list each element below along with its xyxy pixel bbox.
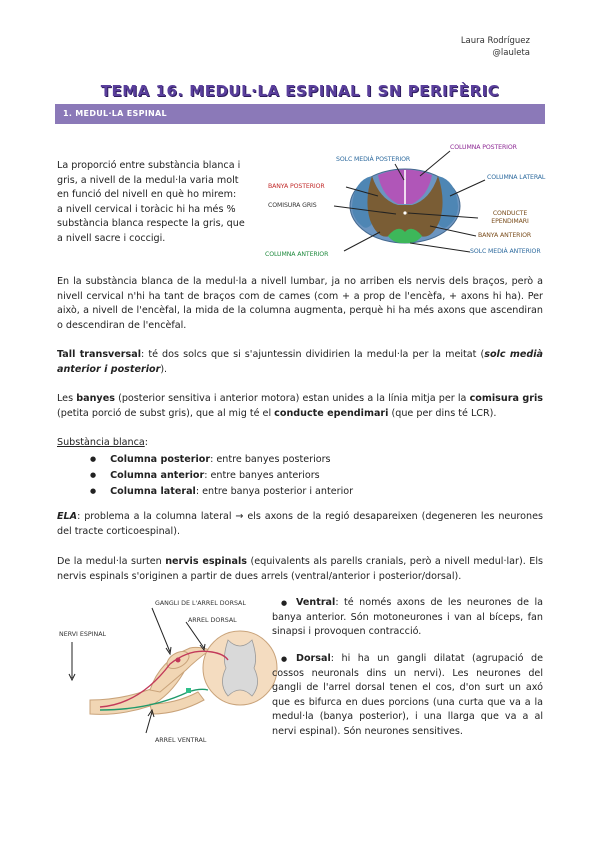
motor-neuron-body <box>186 688 191 693</box>
banyes-t3: (petita porció de subst gris), que al mig té el <box>57 407 275 419</box>
label-banya-posterior: BANYA POSTERIOR <box>268 183 325 190</box>
list-item-term: Columna anterior <box>110 470 205 481</box>
nervis-t1: De la medul·la surten <box>57 556 166 567</box>
list-item-term: Columna lateral <box>110 486 196 497</box>
label-arrel-ventral: ARREL VENTRAL <box>155 737 207 744</box>
pointer-line <box>152 608 170 652</box>
dorsal-text: : hi ha un gangli dilatat (agrupació de cossos neuronals dins un nervi). Les neurones del gangli de l'arrel dorsal tenen el cos, d'on surt un axó que es bifurca en dues porcions (una curta que va a la medul·la (banya posterior), i una llarga que va a al nervi espinal). Són neurones sensitives. <box>272 653 543 737</box>
sensory-neuron-body <box>176 658 181 663</box>
label-columna-lateral: COLUMNA LATERAL <box>487 174 546 181</box>
label-columna-posterior: COLUMNA POSTERIOR <box>450 144 517 151</box>
intro-line: substància blanca respecte la gris, que <box>57 218 245 230</box>
conducte-term: conducte ependimari <box>274 407 389 419</box>
label-columna-anterior: COLUMNA ANTERIOR <box>265 251 329 258</box>
intro-line: en funció del nivell en què ho mirem: <box>57 189 237 201</box>
label-banya-anterior: BANYA ANTERIOR <box>478 232 532 239</box>
dorsal-paragraph: ● Dorsal: hi ha un gangli dilatat (agrupació de cossos neuronals dins un nervi). Les neurones del gangli de l'arrel dorsal tenen el cos, d'on surt un axó que es bifurca en dues porcions (una curta que va a la medul·la (banya posterior), i una llarga que va a al nervi espinal). Són neurones sensitives. <box>272 653 543 737</box>
label-arrel-dorsal: ARREL DORSAL <box>188 617 237 624</box>
lumbar-paragraph: En la substància blanca de la medul·la a nivell lumbar, ja no arriben els nervis dels braços, però a nivell cervical n'hi ha tant de braços com de cames (com + a prop de l'encèfa, + axons hi ha). Per això, a nivell de l'encèfal, la mida de la columna augmenta, perquè hi ha més axons que ascendiran o descendiran de l'encèfal. <box>57 276 543 331</box>
label-nervi-espinal: NERVI ESPINAL <box>59 631 107 638</box>
tall-text2: ). <box>160 363 168 375</box>
page-title: TEMA 16. MEDUL·LA ESPINAL I SN PERIFÈRIC <box>100 82 500 100</box>
ela-term: ELA <box>57 511 78 522</box>
tall-text1: : té dos solcs que si s'ajuntessin dividirien la medul·la per la meitat ( <box>141 349 485 360</box>
ela-text: : problema a la columna lateral → els axons de la regió desapareixen (degeneren les neurones del tracte corticoespinal). <box>57 511 543 537</box>
author-name: Laura Rodríguez <box>460 36 530 46</box>
author-handle: @lauleta <box>492 48 530 58</box>
grey-matter-butterfly <box>222 640 257 696</box>
label-solc-medi-posterior: SOLC MEDIÀ POSTERIOR <box>336 156 411 163</box>
label-gangli-arrel-dorsal: GANGLI DE L'ARREL DORSAL <box>155 600 246 607</box>
section-heading-medulla: 1. MEDUL·LA ESPINAL <box>55 104 545 124</box>
label-comisura-gris: COMISURA GRIS <box>268 202 317 209</box>
list-item-text: : entre banyes posteriors <box>210 454 331 465</box>
nervis-term: nervis espinals <box>165 556 247 567</box>
ventral-term: Ventral <box>296 597 336 608</box>
intro-line: La proporció entre substància blanca i <box>57 160 241 171</box>
list-item-term: Columna posterior <box>110 454 211 465</box>
ventral-text: : té només axons de les neurones de la banya anterior. Són motoneurones i van al bíceps, fan sinapsi i provoquen contracció. <box>272 597 543 638</box>
intro-line: a nivell cervical i toràcic hi ha més % <box>57 203 236 215</box>
list-item-text: : entre banyes anteriors <box>204 470 320 481</box>
list-item-text: : entre banya posterior i anterior <box>195 486 354 497</box>
pointer-line <box>186 622 204 648</box>
tall-term: Tall transversal <box>57 349 142 360</box>
label-conducte-ependimari: CONDUCTE EPENDIMARI <box>491 210 529 225</box>
ventral-paragraph: ● Ventral: té només axons de les neurones de la banya anterior. Són motoneurones i van al bíceps, fan sinapsi i provoquen contracció. <box>272 597 543 638</box>
substancia-heading-text: Substància blanca <box>57 437 145 448</box>
banyes-t2: (posterior sensitiva i anterior motora) estan unides a la línia mitja per la <box>114 393 470 404</box>
intro-line: a nivell sacre i coccigi. <box>57 232 166 244</box>
banyes-t4: (que per dins té LCR). <box>388 407 497 419</box>
intro-line: gris, a nivell de la medul·la varia molt <box>57 174 239 186</box>
tall-emph: solc medià anterior i posterior <box>57 349 544 375</box>
banyes-t1: Les <box>57 393 77 404</box>
banyes-term: banyes <box>76 393 115 404</box>
label-solc-medi-anterior: SOLC MEDIÀ ANTERIOR <box>470 248 541 255</box>
substancia-heading-colon: : <box>144 437 148 448</box>
nervis-t2: (equivalents als parells cranials, però a nivell medul·lar). Els nervis espinals s'originen a partir de dues arrels (ventral/anterior i posterior/dorsal). <box>57 556 543 582</box>
comisura-term: comisura gris <box>469 393 543 404</box>
dorsal-term: Dorsal <box>296 653 331 664</box>
